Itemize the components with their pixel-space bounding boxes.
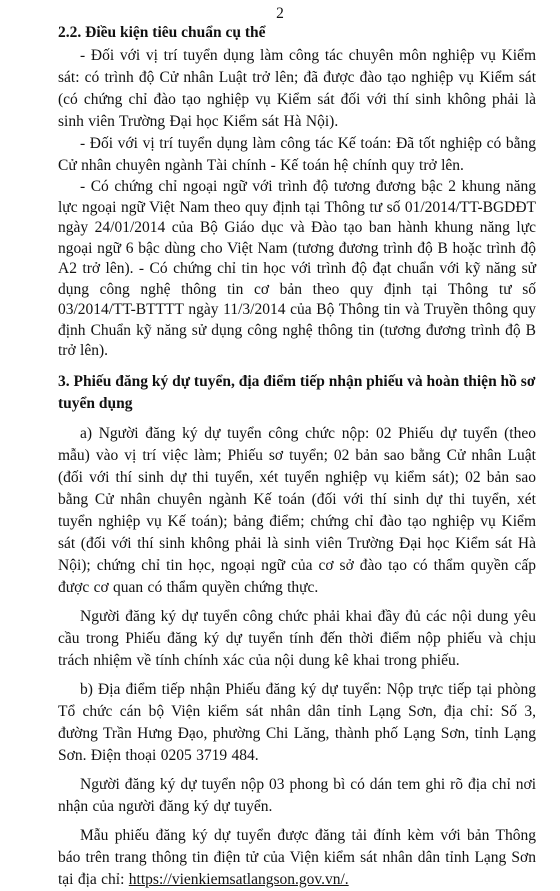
paragraph-form-download xyxy=(58,825,536,891)
paragraph-envelopes: Người đăng ký dự tuyển nộp 03 phong bì có dán tem ghi rõ địa chỉ nơi nhận của người đăng ký dự tuyển. xyxy=(58,775,536,815)
section-2-2-heading: 2.2. Điều kiện tiêu chuẩn cụ thể xyxy=(58,24,266,41)
form-download-text: Mẫu phiếu đăng ký dự tuyển được đăng tải đính kèm với bản Thông báo trên trang thông tin điện tử của Viện kiểm sát nhân dân tỉnh Lạng Sơn tại địa chỉ: xyxy=(58,826,536,888)
document-body xyxy=(58,22,536,891)
paragraph-submission-location: b) Địa điểm tiếp nhận Phiếu đăng ký dự tuyển: Nộp trực tiếp tại phòng Tổ chức cán bộ Viện kiểm sát nhân dân tỉnh Lạng Sơn, địa chỉ: Số 3, đường Trần Hưng Đạo, phường Chi Lăng, thành phố Lạng Sơn, tỉnh Lạng Sơn. Điện thoại 0205 3719 484. xyxy=(58,680,536,764)
paragraph-documents-submission: a) Người đăng ký dự tuyển công chức nộp: 02 Phiếu dự tuyển (theo mẫu) vào vị trí việc làm; Phiếu sơ tuyển; 02 bản sao bằng Cử nhân Luật (đối với thí sinh dự thi tuyển, xét tuyển nghiệp vụ kiểm sát); 02 bản sao bằng Cử nhân chuyên ngành Kế toán (đối với thí sinh dự thi tuyển, xét tuyển nghiệp vụ Kế toán); bảng điểm; chứng chỉ đào tạo nghiệp vụ Kiểm sát (đối với thí sinh không phải là sinh viên Trường Đại học Kiểm sát Hà Nội); chứng chỉ tin học, ngoại ngữ của cơ sở đào tạo có thẩm quyền cấp được cơ quan có thẩm quyền chứng thực. xyxy=(58,424,536,596)
paragraph-declaration: Người đăng ký dự tuyển công chức phải khai đầy đủ các nội dung yêu cầu trong Phiếu đăng ký dự tuyển tính đến thời điểm nộp phiếu và chịu trách nhiệm về tính chính xác của nội dung kê khai trong phiếu. xyxy=(58,607,536,669)
paragraph-prosecution-requirement: - Đối với vị trí tuyển dụng làm công tác chuyên môn nghiệp vụ Kiểm sát: có trình độ Cử nhân Luật trở lên; đã được đào tạo nghiệp vụ Kiểm sát (có chứng chỉ đào tạo nghiệp vụ Kiểm sát đối với thí sinh không phải là sinh viên Trường Đại học Kiểm sát Hà Nội). xyxy=(58,47,536,130)
website-link[interactable]: https://vienkiemsatlangson.gov.vn/. xyxy=(128,870,349,888)
paragraph-certificates-requirement: - Có chứng chỉ ngoại ngữ với trình độ tương đương bậc 2 khung năng lực ngoại ngữ Việt Nam theo quy định tại Thông tư số 01/2014/TT-BGDĐT ngày 24/01/2014 của Bộ Giáo dục và Đào tạo ban hành khung năng lực ngoại ngữ 6 bậc dùng cho Việt Nam (tương đương trình độ B hoặc trình độ A2 trở lên). - Có chứng chỉ tin học với trình độ đạt chuẩn với kỹ năng sử dụng công nghệ thông tin cơ bản theo quy định tại Thông tư số 03/2014/TT-BTTTT ngày 11/3/2014 của Bộ Thông tin và Truyền thông quy định Chuẩn kỹ năng sử dụng công nghệ thông tin (tương đương trình độ B trở lên). xyxy=(58,178,536,359)
section-3-heading: 3. Phiếu đăng ký dự tuyển, địa điểm tiếp nhận phiếu và hoàn thiện hồ sơ tuyển dụng xyxy=(58,372,536,412)
page-number: 2 xyxy=(276,5,284,22)
paragraph-accounting-requirement: - Đối với vị trí tuyển dụng làm công tác Kế toán: Đã tốt nghiệp có bằng Cử nhân chuyên ngành Tài chính - Kế toán hệ chính quy trở lên. xyxy=(58,135,536,174)
